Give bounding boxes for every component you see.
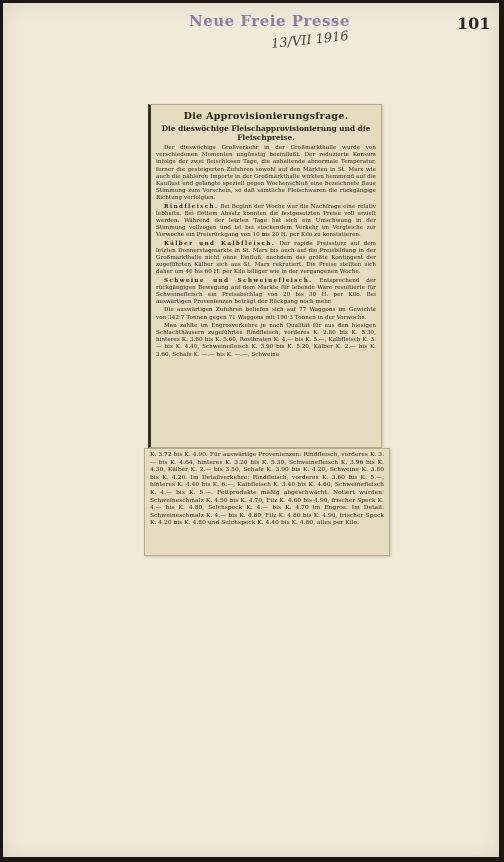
continuation-text: K. 3.72 bis K. 4.90. Für auswärtige Provenienzen: Rindfleisch, vorderes K. 3.— bis K. 4.64, hinteres K. 3.20 bis K. 5.30, Schweinefleisch K. 3.96 bis K. 4.30, Kälber K. 2.— bis 3.50, Schafe K. 3.90 bis K. 4.20, Schweine K. 3.80 bis K. 4.20. Im Detailverkehre: Rindfleisch, vorderes K. 3.60 bis K. 5.—, hinteres K. 4.40 bis K. 6.—, Kalbfleisch K. 3.40 bis K. 4.60, Schweinefleisch K. 4.— bis K. 5.—. Fettprodukte mäßig abgeschwächt. Notiert wurden: Schweineschmalz K. 4.50 bis K. 4.70, Filz K. 4.60 bis 4.90, frischer Speck K. 4.— bis K. 4.80, Selchspeck K. 4.— bis K. 4.70 im Engros. Im Detail: Schweineschmalz K. 4.— bis K. 4.80, Filz K. 4.80 bis K. 4.90, frischer Speck K. 4.20 bis K. 4.80 und Selchspeck K. 4.40 bis K. 4.80, alles per Kilo.: [150, 452, 384, 527]
paragraph-lead: Rindfleisch.: [164, 203, 219, 210]
paragraph-text: Man zahlte im Engrosverkehre je nach Qualität für aus den hiesigen Schlachthäusern zugeführtes Rindfleisch, vorderes K. 2.80 bis K. 5.30, hinteres K. 3.60 bis K. 5.60, Rostbraten K. 4.— bis K. 5.—, Kalbfleisch K. 3.— bis K. 4.40, Schweinefleisch K. 3.90 bis K. 5.20, Kälber K. 2.— bis K. 3.60, Schafe K. —.— bis K. —.—, Schweine: [156, 322, 376, 358]
article-paragraph: [156, 204, 376, 240]
article-continuation-clipping: [144, 448, 390, 556]
article-paragraph: [156, 307, 376, 321]
paragraph-text: Der rapide Preissturz auf dem letzten Donnerstagmarkte in St. Marx bis auch auf die Preisbildung in der Großmarkthalle nicht ohne Einfluß, nachdem das größte Kontingent der zugeführten Kälber sich aus St. Marx rekrutiert. Die Preise stellten sich daher um 40 bis 60 H. per Kilo billiger wie in der vergangenen Woche.: [156, 240, 376, 276]
newspaper-stamp: Neue Freie Presse: [189, 12, 350, 30]
archive-page: [3, 3, 499, 857]
paragraph-text: Entsprechend der rückgängigen Bewegung auf dem Markte für lebende Ware resultierte für Schweinefleisch ein Preisabschlag von 20 bis 30 H. per Kilo. Bei auswärtigen Provenienzen beträgt der Rückgang noch mehr.: [156, 277, 376, 306]
handwritten-date: 13/VII 1916: [270, 28, 350, 53]
article-clipping: [148, 104, 382, 448]
paragraph-text: Bei Beginn der Woche war die Nachfrage eine relativ lebhafte. Bei flottem Absatz konnten die festgesetzten Preise voll erzielt werden. Während der letzten Tage hat sich ein Umschwung in der Stimmung vollzogen und ist bei stockendem Verkehr im Vergleiche zur Vorwoche ein Preisrückgang von 10 bis 20 H. per Kilo zu konstatieren.: [156, 203, 377, 239]
article-paragraph: [156, 145, 376, 203]
article-paragraph: [156, 278, 376, 307]
page-number: 101: [457, 14, 491, 33]
article-paragraph: [156, 241, 376, 277]
article-paragraph: [156, 323, 376, 359]
paragraph-lead: Schweine und Schweinefleisch.: [164, 277, 313, 284]
article-title: Die Approvisionierungsfrage.: [183, 111, 349, 122]
paragraph-text: Die auswärtigen Zufuhren beliefen sich auf 77 Waggons im Gewichte von 342·7 Tonnen gegen 71 Waggons mit 190·3 Tonnen in der Vorwoche.: [156, 307, 376, 321]
paragraph-lead: Kälber und Kalbfleisch.: [164, 240, 276, 247]
article-subtitle: Die dieswöchige Fleischapprovisionierung und die Fleischpreise.: [161, 124, 371, 142]
paragraph-text: Der dieswöchige Großverkehr in der Großmarkthalle wurde von verschiedenen Momenten ungünstig beeinflußt. Der reduzierte Konsum infolge der zwei fleischlosen Tage, die anhaltende abnormale Temperatur, ferner die gesteigerten Zufuhren sowohl auf den Märkten in St. Marx wie auch die nähleren Importe in der Großmarkthalle wirkten hemmend auf die Kauflust und gelangte speziell gegen Wochenschluß eine bezeichnete flaue Stimmung zum Vorschein, so daß sämtliche Fleischwaren die rückgängige Richtung verfolgten.: [156, 145, 376, 202]
